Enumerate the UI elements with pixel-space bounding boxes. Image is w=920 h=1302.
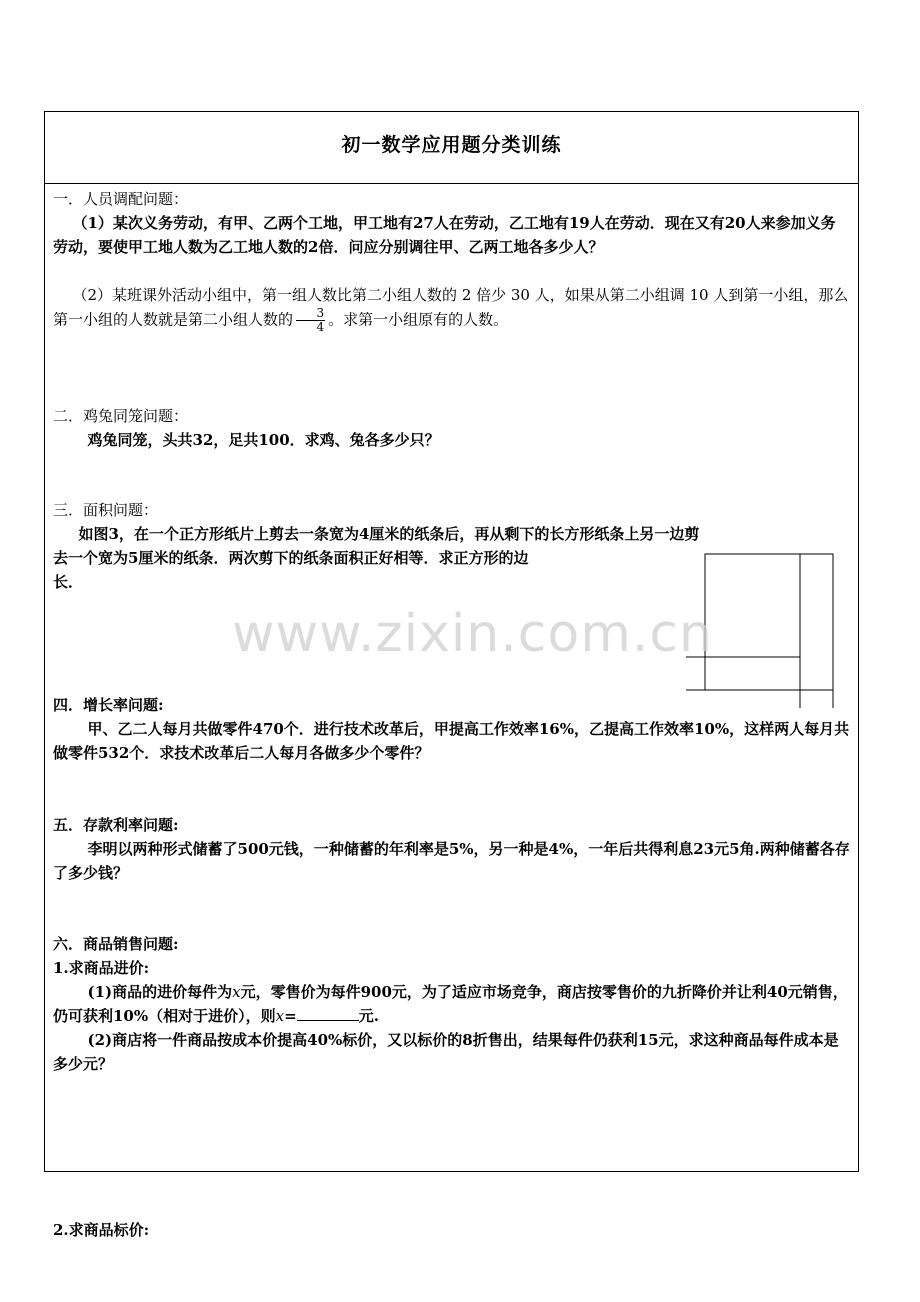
section-heading: 五．存款利率问题:	[53, 816, 179, 834]
question-6-1	[53, 980, 850, 1028]
fraction-numerator: 3	[296, 307, 325, 321]
section-heading: 四．增长率问题:	[53, 696, 164, 714]
section-personnel	[53, 187, 850, 334]
subsection-heading: 1.求商品进价:	[53, 959, 150, 977]
watermark: www.zixin.com.cn	[232, 604, 713, 664]
section-deposit-interest	[53, 813, 850, 885]
question-6-1-text-end: 元.	[358, 1007, 379, 1025]
question-3-line3: 长．	[53, 573, 84, 591]
page-title: 初一数学应用题分类训练	[341, 134, 562, 156]
answer-blank	[297, 1006, 359, 1021]
question-3-line1: 如图3，在一个正方形纸片上剪去一条宽为4厘米的纸条后，再从剩下的长方形纸条上另一边剪	[78, 525, 700, 543]
question-1-2	[53, 283, 850, 334]
question-3-line2: 去一个宽为5厘米的纸条．两次剪下的纸条面积正好相等．求正方形的边	[53, 549, 529, 567]
question-6-2: (2)商店将一件商品按成本价提高40%标价，又以标价的8折售出，结果每件仍获利15元，求这种商品每件成本是多少元？	[53, 1031, 839, 1073]
section-sales	[53, 932, 850, 1239]
square-paper-figure	[686, 550, 858, 712]
question-1-2-text: （2）某班课外活动小组中，第一组人数比第二小组人数的 2 倍少 30 人，如果从第二小组调 10 人到第一小组，那么第一小组的人数就是第二小组人数的	[53, 286, 849, 329]
variable-x: x	[232, 983, 241, 1001]
question-6-1-text: (1)商品的进价每件为	[87, 983, 233, 1001]
title-cell	[45, 112, 858, 184]
section-heading: 六．商品销售问题:	[53, 935, 179, 953]
fraction-denominator: 4	[316, 320, 325, 334]
square-outline	[705, 554, 833, 690]
question-6-1-text-mid: 元，零售价为每件900元，为了适应市场竞争，商店按零售价的九折降价并让利40元销售，仍可获利10%（相对于进价），则	[53, 983, 848, 1025]
question-4: 甲、乙二人每月共做零件470个．进行技术改革后，甲提高工作效率16%，乙提高工作效率10%，这样两人每月共做零件532个．求技术改革后二人每月各做多少个零件？	[53, 720, 850, 762]
question-5: 李明以两种形式储蓄了500元钱，一种储蓄的年利率是5%，另一种是4%，一年后共得利息23元5角.两种储蓄各存了多少钱？	[53, 840, 850, 882]
subsection-heading: 2.求商品标价:	[53, 1221, 150, 1239]
section-chicken-rabbit	[53, 404, 850, 452]
section-heading: 一．人员调配问题：	[53, 190, 189, 208]
question-2: 鸡兔同笼，头共32，足共100．求鸡、兔各多少只？	[87, 431, 440, 449]
section-heading: 三．面积问题：	[53, 501, 159, 519]
question-1-2-text-end: 。求第一小组原有的人数。	[328, 310, 509, 329]
section-heading: 二．鸡兔同笼问题：	[53, 407, 189, 425]
fraction	[296, 307, 325, 334]
equals-sign: =	[284, 1007, 297, 1025]
question-1-1: （1）某次义务劳动，有甲、乙两个工地，甲工地有27人在劳动，乙工地有19人在劳动．现在又有20人来参加义务劳动，要使甲工地人数为乙工地人数的2倍．问应分别调往甲、乙两工地各多少人？	[53, 214, 836, 256]
variable-x: x	[275, 1007, 285, 1025]
